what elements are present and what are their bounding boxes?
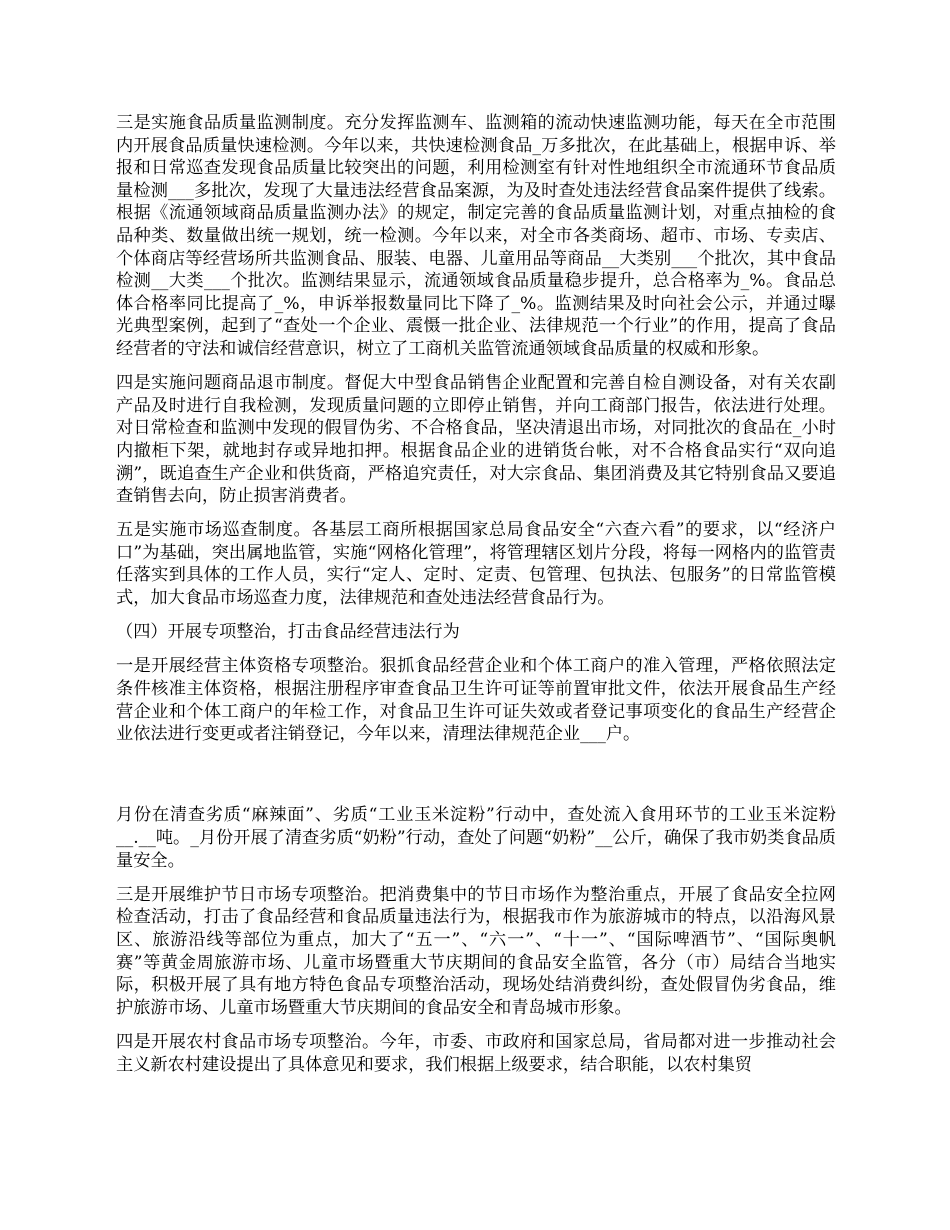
page-break-gap xyxy=(116,757,836,804)
paragraph-starch-milk-inspection: 月份在清查劣质“麻辣面”、劣质“工业玉米淀粉”行动中，查处流入食用环节的工业玉米淀粉__.__吨。_月份开展了清查劣质“奶粉”行动，查处了问题“奶粉”__公斤，确保了我市奶类食品质量安全。 xyxy=(116,805,836,871)
paragraph-rural-market: 四是开展农村食品市场专项整治。今年，市委、市政府和国家总局，省局都对进一步推动社会主义新农村建设提出了具体意见和要求，我们根据上级要求，结合职能，以农村集贸 xyxy=(116,1031,836,1075)
paragraph-holiday-market: 三是开展维护节日市场专项整治。把消费集中的节日市场作为整治重点，开展了食品安全拉网检查活动，打击了食品经营和食品质量违法行为，根据我市作为旅游城市的特点，以沿海风景区、旅游沿线等部位为重点，加大了“五一”、“六一”、“十一”、“国际啤酒节”、“国际奥帆赛”等黄金周旅游市场、儿童市场暨重大节庆期间的食品安全监管，各分（市）局结合当地实际，积极开展了具有地方特色食品专项整治活动，现场处结消费纠纷，查处假冒伪劣食品，维护旅游市场、儿童市场暨重大节庆期间的食品安全和青岛城市形象。 xyxy=(116,884,836,1018)
paragraph-quality-monitoring: 三是实施食品质量监测制度。充分发挥监测车、监测箱的流动快速监测功能，每天在全市范围内开展食品质量快速检测。今年以来，共快速检测食品_万多批次，在此基础上，根据申诉、举报和日常巡查发现食品质量比较突出的问题，利用检测室有针对性地组织全市流通环节食品质量检测___多批次，发现了大量违法经营食品案源，为及时查处违法经营食品案件提供了线索。根据《流通领域商品质量监测办法》的规定，制定完善的食品质量监测计划，对重点抽检的食品种类、数量做出统一规划，统一检测。今年以来，对全市各类商场、超市、市场、专卖店、个体商店等经营场所共监测食品、服装、电器、儿童用品等商品__大类别___个批次，其中食品检测__大类___个批次。监测结果显示，流通领域食品质量稳步提升，总合格率为_%。食品总体合格率同比提高了_%，申诉举报数量同比下降了_%。监测结果及时向社会公示，并通过曝光典型案例，起到了“查处一个企业、震慑一批企业、法律规范一个行业”的作用，提高了食品经营者的守法和诚信经营意识，树立了工商机关监管流通领域食品质量的权威和形象。 xyxy=(116,113,836,359)
paragraph-market-inspection: 五是实施市场巡查制度。各基层工商所根据国家总局食品安全“六查六看”的要求，以“经济户口”为基础，突出属地监管，实施“网格化管理”，将管理辖区划片分段，将每一网格内的监管责任落实到具体的工作人员，实行“定人、定时、定责、包管理、包执法、包服务”的日常监管模式，加大食品市场巡查力度，法律规范和查处违法经营食品行为。 xyxy=(116,520,836,609)
paragraph-business-qualification: 一是开展经营主体资格专项整治。狠抓食品经营企业和个体工商户的准入管理，严格依照法定条件核准主体资格，根据注册程序审查食品卫生许可证等前置审批文件，依法开展食品生产经营企业和个体工商户的年检工作，对食品卫生许可证失效或者登记事项变化的食品生产经营企业依法进行变更或者注销登记，今年以来，清理法律规范企业___户。 xyxy=(116,656,836,745)
paragraph-product-recall: 四是实施问题商品退市制度。督促大中型食品销售企业配置和完善自检自测设备，对有关农副产品及时进行自我检测，发现质量问题的立即停止销售，并向工商部门报告，依法进行处理。对日常检查和监测中发现的假冒伪劣、不合格食品，坚决清退出市场，对同批次的食品在_小时内撤柜下架，就地封存或异地扣押。根据食品企业的进销货台帐，对不合格食品实行“双向追溯”，既追查生产企业和供货商，严格追究责任，对大宗食品、集团消费及其它特别食品又要追查销售去向，防止损害消费者。 xyxy=(116,373,836,507)
section-heading: （四）开展专项整治，打击食品经营违法行为 xyxy=(116,622,460,643)
document-page xyxy=(116,112,836,1088)
